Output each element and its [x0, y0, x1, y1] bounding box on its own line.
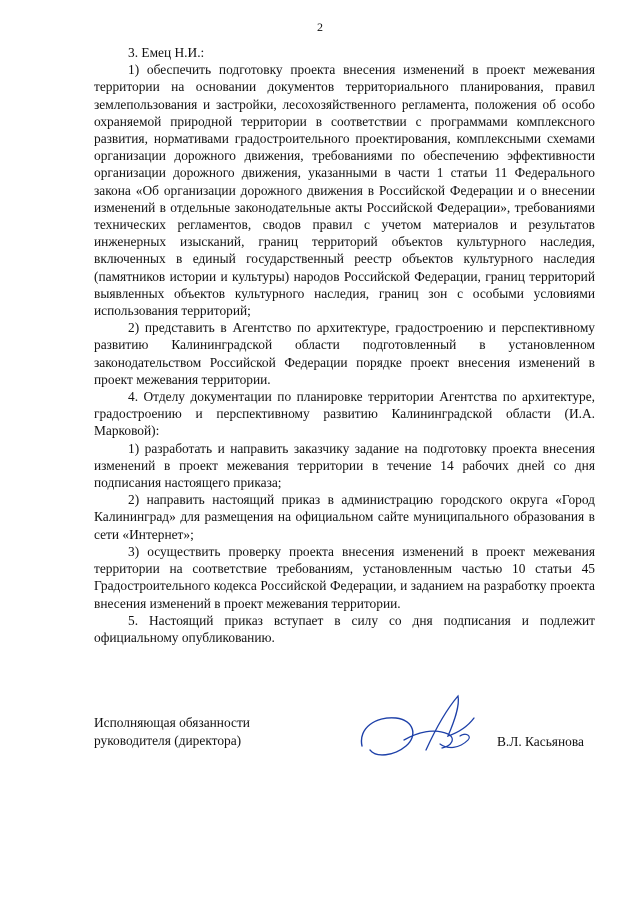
paragraph-section-3: 3. Емец Н.И.:	[128, 45, 205, 60]
document-body	[94, 44, 595, 646]
handwritten-signature	[356, 688, 486, 768]
paragraph-3-1: 1) обеспечить подготовку проекта внесения изменений в проект межевания территории на основании документов территориального планирования, правил землепользования и застройки, лесохозяйственного регламента, положения об особо охраняемой природной территории в соответствии с программами комплексного развития, нормативами градостроительного проектирования, комплексными схемами организации дорожного движения, требованиями по обеспечению эффективности организации дорожного движения, указанными в части 1 статьи 11 Федерального закона «Об организации дорожного движения в Российской Федерации и о внесении изменений в отдельные законодательные акты Российской Федерации», требованиями технических регламентов, сводов правил с учетом материалов и результатов инженерных изысканий, границ территорий объектов культурного наследия, включенных в единый государственный реестр объектов культурного наследия (памятников истории и культуры) народов Российской Федерации, границ территорий выявленных объектов культурного наследия, границ зон с особыми условиями использования территорий;	[94, 62, 595, 319]
paragraph-4-2: 2) направить настоящий приказ в администрацию городского округа «Город Калининград» для размещения на официальном сайте муниципального образования в сети «Интернет»;	[94, 492, 595, 542]
paragraph-section-5: 5. Настоящий приказ вступает в силу со дня подписания и подлежит официальному опубликованию.	[94, 612, 595, 645]
paragraph-4-1: 1) разработать и направить заказчику задание на подготовку проекта внесения изменений в проект межевания территории в течение 14 рабочих дней со дня подписания настоящего приказа;	[94, 440, 595, 491]
paragraph-section-4: 4. Отделу документации по планировке территории Агентства по архитектуре, градостроению и перспективному развитию Калининградской области (И.А. Марковой):	[94, 389, 595, 439]
paragraph-3-2: 2) представить в Агентство по архитектуре, градостроению и перспективному развитию Калининградской области подготовленный в установленном законодательством Российской Федерации порядке проект внесения изменений в проект межевания территории.	[94, 320, 595, 387]
signatory-position	[94, 714, 250, 750]
signatory-position-line1: Исполняющая обязанности	[94, 715, 250, 730]
signatory-name: В.Л. Касьянова	[497, 734, 584, 749]
signatory-position-line2: руководителя (директора)	[94, 733, 242, 748]
page-number: 2	[317, 20, 323, 34]
paragraph-4-3: 3) осуществить проверку проекта внесения изменений в проект межевания территории на соответствие требованиям, установленным частью 10 статьи 45 Градостроительного кодекса Российской Федерации, и заданием на разработку проекта внесения изменений в проект межевания территории.	[94, 543, 595, 611]
